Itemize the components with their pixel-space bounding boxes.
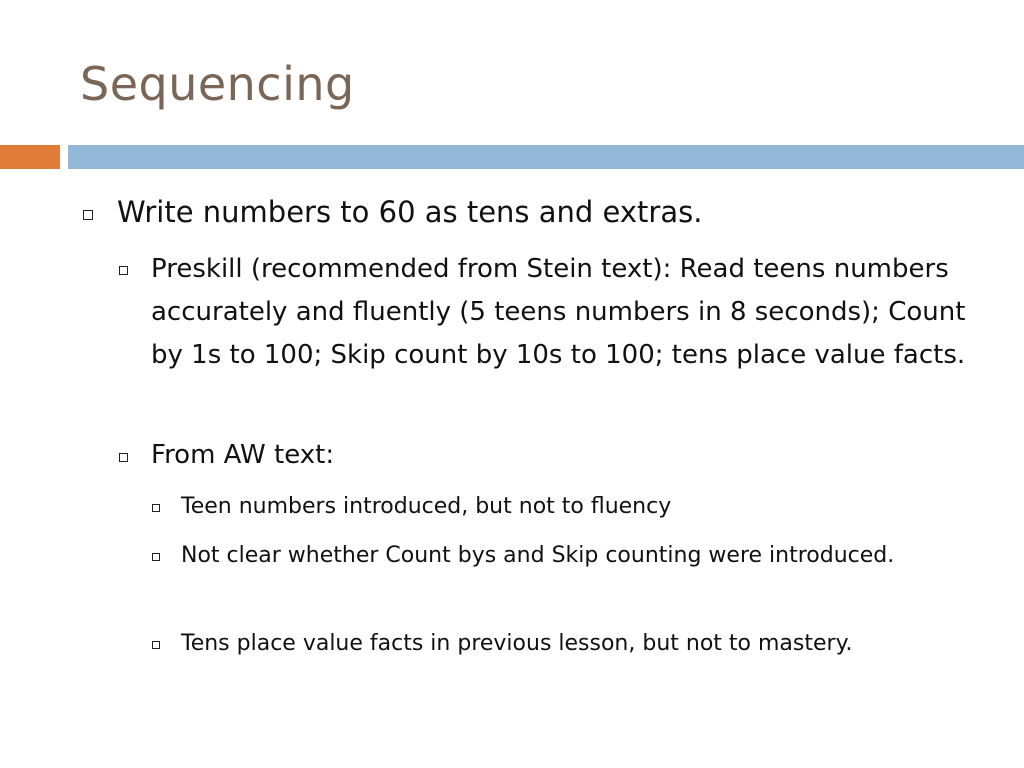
title-divider-bar: [68, 145, 1024, 169]
bullet-text: Teen numbers introduced, but not to fluency: [181, 494, 672, 519]
square-bullet-icon: [83, 210, 93, 220]
slide-title: Sequencing: [80, 57, 355, 111]
bullet-text: Not clear whether Count bys and Skip counting were introduced.: [181, 543, 895, 568]
title-accent-bar: [0, 145, 60, 169]
bullet-text: Tens place value facts in previous lesson, but not to mastery.: [181, 631, 853, 656]
square-bullet-icon: [152, 553, 160, 561]
bullet-text: Write numbers to 60 as tens and extras.: [117, 195, 703, 229]
square-bullet-icon: [119, 266, 128, 275]
bullet-text: From AW text:: [151, 440, 335, 470]
square-bullet-icon: [119, 453, 128, 462]
square-bullet-icon: [152, 504, 160, 512]
bullet-text: Preskill (recommended from Stein text): Read teens numbers accurately and fluently (5 teens numbers in 8 seconds); Count by 1s to 100; Skip count by 10s to 100; tens place value facts.: [151, 254, 966, 370]
square-bullet-icon: [152, 641, 160, 649]
